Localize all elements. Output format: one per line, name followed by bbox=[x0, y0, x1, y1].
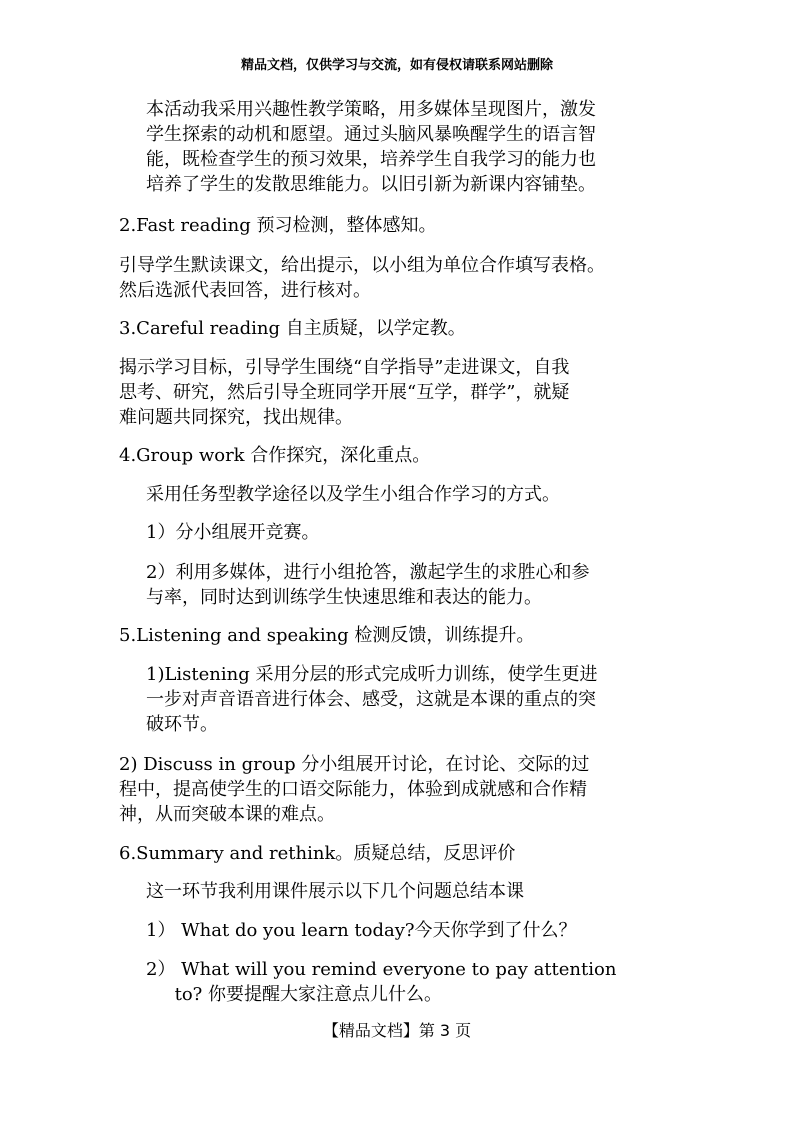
text-line: 这一环节我利用课件展示以下几个问题总结本课 bbox=[146, 881, 524, 902]
text-line: 破环节。 bbox=[146, 714, 218, 735]
section-heading: 4.Group work 合作探究，深化重点。 bbox=[119, 445, 431, 466]
text-line: 难问题共同探究，找出规律。 bbox=[119, 407, 353, 428]
text-line: 能，既检查学生的预习效果，培养学生自我学习的能力也 bbox=[146, 149, 596, 170]
page-footer: 【精品文档】第 3 页 bbox=[322, 1021, 472, 1040]
section-heading: 5.Listening and speaking 检测反馈，训练提升。 bbox=[119, 625, 535, 646]
text-line: 一步对声音语音进行体会、感受，这就是本课的重点的突 bbox=[146, 689, 596, 710]
text-line: 思考、研究，然后引导全班同学开展“互学，群学”，就疑 bbox=[119, 382, 570, 403]
text-line: 本活动我采用兴趣性教学策略，用多媒体呈现图片，激发 bbox=[146, 99, 596, 120]
text-line: 与率，同时达到训练学生快速思维和表达的能力。 bbox=[146, 587, 542, 608]
list-item: 2） What will you remind everyone to pay attention bbox=[146, 959, 617, 980]
section-heading: 6.Summary and rethink。质疑总结，反思评价 bbox=[119, 843, 516, 864]
text-line: 然后选派代表回答，进行核对。 bbox=[119, 280, 371, 301]
text-line: 学生探索的动机和愿望。通过头脑风暴唤醒学生的语言智 bbox=[146, 124, 596, 145]
text-line: 采用任务型教学途径以及学生小组合作学习的方式。 bbox=[146, 484, 560, 505]
list-item: 2) Discuss in group 分小组展开讨论，在讨论、交际的过 bbox=[119, 754, 590, 775]
list-item: 1)Listening 采用分层的形式完成听力训练，使学生更进 bbox=[146, 664, 598, 685]
text-line: 引导学生默读课文，给出提示，以小组为单位合作填写表格。 bbox=[119, 255, 605, 276]
text-line: 程中，提高使学生的口语交际能力，体验到成就感和合作精 bbox=[119, 779, 587, 800]
section-heading: 3.Careful reading 自主质疑，以学定教。 bbox=[119, 318, 466, 339]
section-heading: 2.Fast reading 预习检测，整体感知。 bbox=[119, 215, 437, 236]
text-line: 培养了学生的发散思维能力。以旧引新为新课内容铺垫。 bbox=[146, 174, 596, 195]
list-item: 1） What do you learn today?今天你学到了什么？ bbox=[146, 920, 577, 941]
list-item: 1）分小组展开竞赛。 bbox=[146, 522, 320, 543]
text-line: to? 你要提醒大家注意点儿什么。 bbox=[146, 984, 443, 1005]
page-header: 精品文档，仅供学习与交流，如有侵权请联系网站删除 bbox=[240, 58, 553, 73]
text-line: 揭示学习目标，引导学生围绕“自学指导”走进课文，自我 bbox=[119, 357, 570, 378]
text-line: 神，从而突破本课的难点。 bbox=[119, 804, 335, 825]
list-item: 2）利用多媒体，进行小组抢答，激起学生的求胜心和参 bbox=[146, 562, 590, 583]
